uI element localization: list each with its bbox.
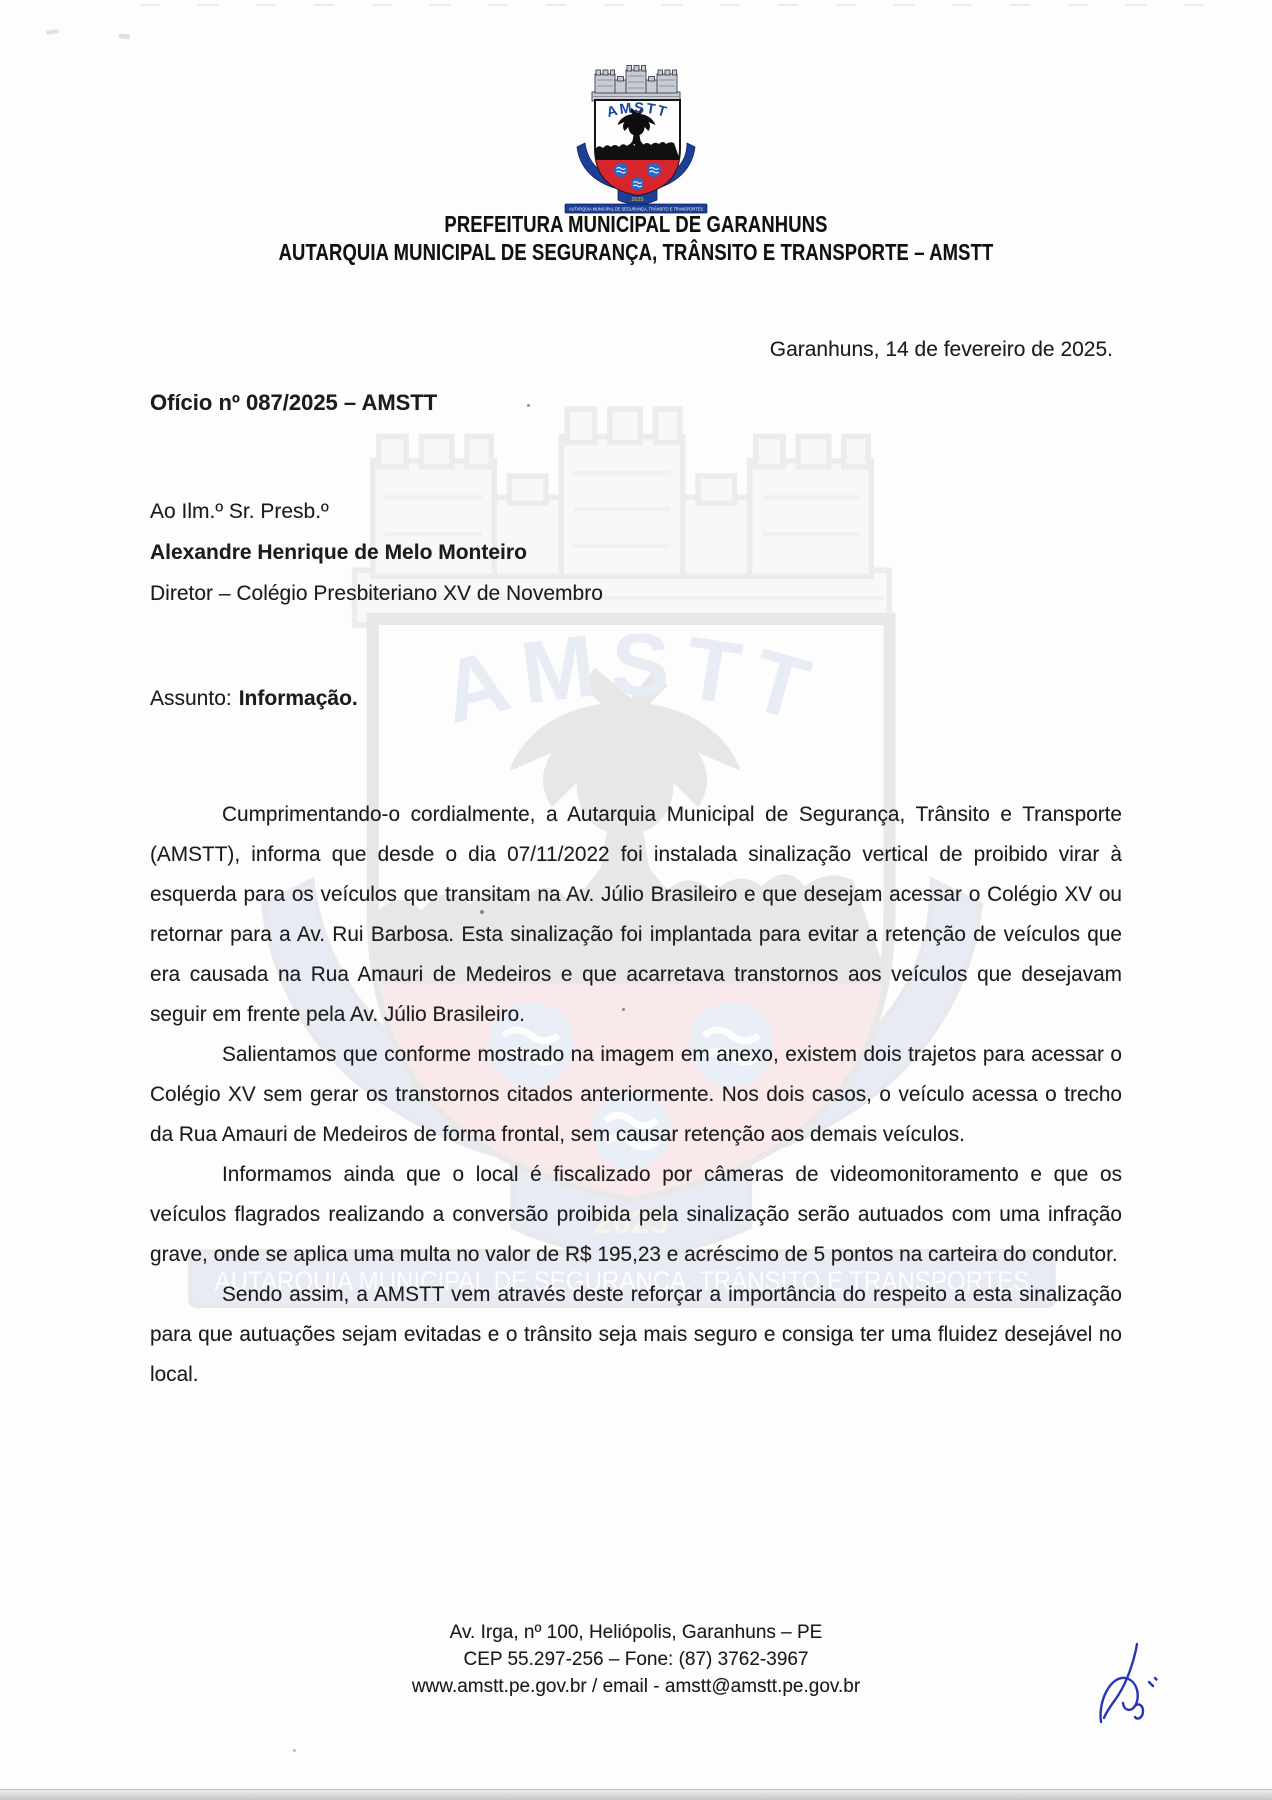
footer-cep-phone: CEP 55.297-256 – Fone: (87) 3762-3967 <box>463 1649 809 1670</box>
recipient-block <box>150 491 603 614</box>
subject-label: Assunto: <box>150 687 232 710</box>
signature-strokes <box>1101 1644 1157 1722</box>
date-line: Garanhuns, 14 de fevereiro de 2025. <box>769 338 1113 361</box>
letterhead-line2: AUTARQUIA MUNICIPAL DE SEGURANÇA, TRÂNSITO E TRANSPORTE – AMSTT <box>278 239 994 265</box>
signature-ink-mark <box>1085 1638 1163 1740</box>
letter-body <box>150 795 1122 1395</box>
scan-artifact <box>119 34 130 40</box>
scanner-edge-strip <box>0 1789 1272 1800</box>
subject-line <box>150 687 358 711</box>
scan-artifact <box>46 29 59 35</box>
footer-web-email: www.amstt.pe.gov.br / email - amstt@amstt.pe.gov.br <box>411 1676 861 1697</box>
body-paragraph-3: Informamos ainda que o local é fiscalizado por câmeras de videomonitoramento e que os veículos flagrados realizando a conversão proibida pela sinalização serão autuados com uma infração grave, onde se aplica uma multa no valor de R$ 195,23 e acréscimo de 5 pontos na carteira do condutor. <box>150 1163 1122 1266</box>
body-paragraph-1: Cumprimentando-o cordialmente, a Autarquia Municipal de Segurança, Trânsito e Transporte (AMSTT), informa que desde o dia 07/11/2022 foi instalada sinalização vertical de proibido virar à esquerda para os veículos que transitam na Av. Júlio Brasileiro e que desejam acessar o Colégio XV ou retornar para a Av. Rui Barbosa. Esta sinalização foi implantada para evitar a retenção de veículos que era causada na Rua Amauri de Medeiros e que acarretava transtornos aos veículos que desejavam seguir em frente pela Av. Júlio Brasileiro. <box>150 803 1122 1026</box>
scan-speck <box>480 910 484 914</box>
footer-block <box>0 1619 1272 1700</box>
recipient-salutation: Ao Ilm.º Sr. Presb.º <box>150 500 329 523</box>
body-paragraph-2: Salientamos que conforme mostrado na imagem em anexo, existem dois trajetos para acessar o Colégio XV sem gerar os transtornos citados anteriormente. Nos dois casos, o veículo acessa o trecho da Rua Amauri de Medeiros de forma frontal, sem causar retenção aos demais veículos. <box>150 1043 1122 1146</box>
amstt-coat-of-arms-logo <box>562 64 710 214</box>
body-paragraph-4: Sendo assim, a AMSTT vem através deste reforçar a importância do respeito a esta sinalização para que autuações sejam evitadas e o trânsito seja mais seguro e consiga ter uma fluidez desejável no local. <box>150 1283 1122 1386</box>
letterhead-line1: PREFEITURA MUNICIPAL DE GARANHUNS <box>444 211 828 237</box>
recipient-role: Diretor – Colégio Presbiteriano XV de Novembro <box>150 582 603 605</box>
recipient-name: Alexandre Henrique de Melo Monteiro <box>150 541 527 564</box>
footer-address: Av. Irga, nº 100, Heliópolis, Garanhuns – PE <box>449 1622 823 1643</box>
reference-number: Ofício nº 087/2025 – AMSTT <box>150 390 438 415</box>
subject-value: Informação. <box>238 687 358 710</box>
scan-noise-top <box>140 4 1232 6</box>
scan-speck <box>293 1749 296 1752</box>
scan-speck <box>527 404 530 407</box>
scan-speck <box>622 1008 625 1011</box>
